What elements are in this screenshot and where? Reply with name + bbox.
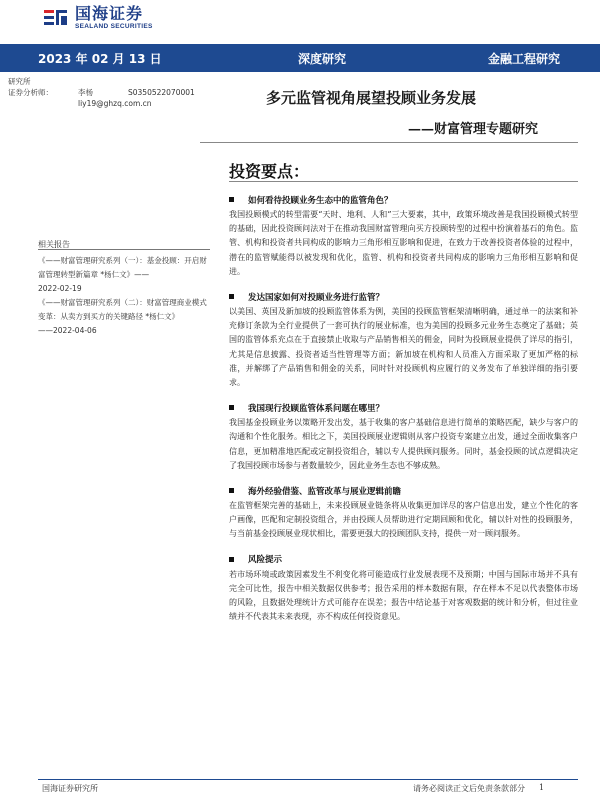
report-date: 2023 年 02 月 13 日 [38, 52, 162, 66]
footer-disclaimer: 请务必阅读正文后免责条款部分 [413, 784, 525, 793]
key-points-title: 投资要点： [229, 162, 310, 181]
section-paragraph: 在监管框架完善的基础上，未来投顾展业链条将从收集更加详尽的客户信息出发，建立个性化的客户画像，匹配和定制投资组合，并由投顾人员帮助进行定期回顾和优化，辅以针对性的投顾服务，与当前基金投顾展业现状相比，需要更强大的投顾团队支持，提供一对一顾问服务。 [229, 501, 578, 539]
section-heading: 我国现行投顾监管体系问题在哪里？ [248, 403, 385, 414]
section-domestic-issues [229, 400, 578, 473]
analyst-license: S0350522070001 [128, 88, 195, 97]
section-regulator-role [229, 192, 578, 279]
bullet-square-icon [229, 488, 234, 493]
section-outlook [229, 483, 578, 542]
section-paragraph: 以美国、英国及新加坡的投顾监管体系为例，美国的投顾监管框架清晰明确，通过单一的法案和补充修订条款为全行业提供了一套可执行的展业标准，也为美国的投顾多元业务生态奠定了基础；英国的监管体系充点在于直接禁止收取与产品销售相关的佣金，同时为投顾展业提供了详尽的指引，尤其是信息披露、投资者适当性管理等方面；新加坡在机构和人员准入方面采取了更加严格的标准，并解绑了产品销售和佣金的关系，同时针对投顾机构应履行的义务发布了单独详细的指引要求。 [229, 307, 578, 388]
related-report-link[interactable]: 《——财富管理研究系列（二）：财富管理商业模式变革：从卖方到买方的关键路径 *杨仁文》 [38, 298, 207, 321]
title-divider [200, 142, 578, 143]
company-logo [42, 3, 153, 33]
section-developed-markets [229, 289, 578, 390]
footer-institute: 国海证券研究所 [42, 784, 98, 793]
sidebar-divider [38, 249, 210, 250]
related-reports-title: 相关报告 [38, 240, 70, 249]
bullet-square-icon [229, 557, 234, 562]
analyst-role-label: 证券分析师： [8, 88, 53, 97]
key-points-body [229, 192, 578, 634]
section-paragraph: 若市场环境或政策因素发生不利变化将可能造成行业发展表现不及预期；中国与国际市场并不具有完全可比性，报告中相关数据仅供参考；报告采用的样本数据有限，存在样本不足以代表整体市场的风险，且数据处理统计方式可能存在误差；报告中结论基于对客观数据的统计和分析，但过往业绩并不代表其未来表现，亦不构成任何投资意见。 [229, 569, 578, 622]
report-title: 多元监管视角展望投顾业务发展 [266, 89, 477, 107]
bullet-square-icon [229, 294, 234, 299]
report-category: 金融工程研究 [488, 52, 561, 66]
related-report-date: ——2022-04-06 [38, 326, 97, 335]
bullet-square-icon [229, 197, 234, 202]
key-points-divider [229, 181, 578, 182]
company-name-cn: 国海证券 [75, 3, 144, 23]
section-heading: 如何看待投顾业务生态中的监管角色？ [248, 195, 393, 206]
sealand-logo-icon [42, 6, 69, 30]
header-banner [0, 44, 600, 72]
report-type: 深度研究 [298, 52, 347, 66]
related-report-link[interactable]: 《——财富管理研究系列（一）：基金投顾：开启财富管理转型新篇章 *杨仁文》—— [38, 256, 207, 279]
section-heading: 发达国家如何对投顾业务进行监管？ [248, 292, 385, 303]
report-subtitle: ——财富管理专题研究 [408, 122, 539, 137]
company-name-en: SEALAND SECURITIES [75, 22, 153, 30]
footer-divider [38, 779, 578, 780]
bullet-square-icon [229, 405, 234, 410]
section-risk-warning [229, 552, 578, 625]
section-paragraph: 我国基金投顾业务以策略开发出发，基于收集的客户基础信息进行简单的策略匹配，缺少与客户的沟通和个性化服务。相比之下，美国投顾展业逻辑则从客户投资专案建立出发，通过全面收集客户信息，更加精准地匹配或定制投资组合，辅以专人提供顾问服务。同时，基金投顾的试点逻辑决定了我国投顾市场参与者数量较少，因此业务生态也不够成熟。 [229, 418, 578, 470]
dept-label: 研究所 [8, 77, 31, 86]
page-number: 1 [539, 783, 545, 792]
analyst-name: 李杨 [78, 88, 93, 97]
section-paragraph: 我国投顾模式的转型需要“天时、地利、人和”三大要素，其中，政策环境改善是我国投顾模式转型的基础，因此投资顾问法对于在推动我国财富管理向买方投顾转型的过程中扮演着基石的角色。监管、机构和投资者共同构成的影响力三角形相互影响和促进，在致力于改善投资者体验的过程中，潜在的监管赋能得以被发现和优化，监管、机构和投资者共同构成的影响力三角形相互影响和促进。 [229, 210, 578, 276]
analyst-email[interactable]: liy19@ghzq.com.cn [78, 99, 152, 108]
related-report-date: 2022-02-19 [38, 284, 82, 293]
section-heading: 海外经验借鉴、监管改革与展业逻辑前瞻 [248, 486, 402, 497]
related-reports-list [38, 254, 212, 338]
section-heading: 风险提示 [248, 555, 283, 566]
analyst-info [8, 76, 195, 109]
